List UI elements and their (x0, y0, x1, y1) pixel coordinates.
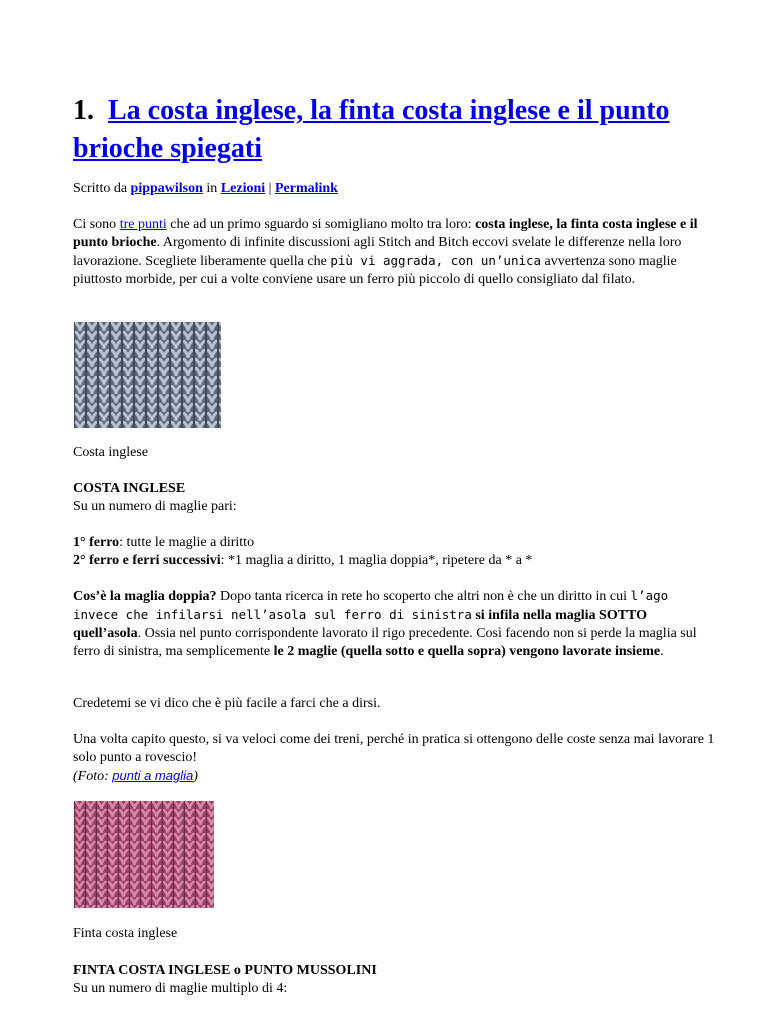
knit-rib-pink-image (74, 801, 214, 908)
article-title (73, 92, 713, 168)
caption-costa-inglese: Costa inglese (73, 445, 149, 460)
author-link[interactable]: pippawilson (130, 181, 203, 196)
punti-a-maglia-link[interactable]: punti a maglia (112, 768, 194, 783)
intro-text-3: . Argomento di infinite discussioni agli Stitch and Bitch eccovi svelate le differenze nella loro lavorazione. Scegliete liberamente quella che (73, 235, 682, 269)
article-number: 1. (73, 95, 94, 126)
photo-credit-open: (Foto: (73, 769, 113, 784)
maglia-doppia-text-2: . Ossia nel punto corrispondente lavorato il rigo precedente. Così facendo non si perde la maglia sul ferro di sinistra, ma semplicemente (73, 626, 697, 659)
category-link[interactable]: Lezioni (220, 181, 266, 196)
intro-mono: più vi aggrada, con un’unica (330, 253, 542, 268)
maglia-doppia-question: Cos’è la maglia doppia? (73, 589, 217, 604)
maglia-doppia-bold-3: le 2 maglie (quella sotto e quella sopra) vengono lavorate insieme (273, 644, 661, 659)
row-1-label: 1° ferro (73, 535, 120, 550)
byline (73, 180, 713, 198)
row-1-text: : tutte le maglie a diritto (119, 535, 255, 550)
knit-rib-blue-image (74, 322, 221, 428)
caption-finta-costa-inglese: Finta costa inglese (73, 926, 178, 941)
row-2-text: : *1 maglia a diritto, 1 maglia doppia*, ripetere da * a * (220, 553, 533, 568)
intro-bold: costa inglese, la finta costa inglese e il punto brioche (73, 217, 698, 250)
byline-prefix: Scritto da (73, 181, 128, 196)
maglia-doppia-text-3: . (660, 644, 664, 659)
photo-credit-close: ) (193, 769, 198, 784)
tre-punti-link[interactable]: tre punti (119, 217, 167, 232)
subtitle-finta-costa-inglese: Su un numero di maglie multiplo di 4: (73, 981, 288, 996)
subtitle-costa-inglese: Su un numero di maglie pari: (73, 499, 237, 514)
row-instruction-1 (73, 534, 713, 552)
intro-text-4: avvertenza sono maglie piuttosto morbide, per cui a volte conviene usare un ferro più piccolo di quello consigliato dal filato. (73, 254, 677, 287)
intro-text-1: Ci sono (73, 217, 120, 232)
heading-finta-costa-inglese: FINTA COSTA INGLESE o PUNTO MUSSOLINI (73, 963, 377, 978)
intro-paragraph (73, 216, 703, 289)
believe-paragraph: Credetemi se vi dico che è più facile a farci che a dirsi. (73, 696, 381, 711)
volta-paragraph: Una volta capito questo, si va veloci come dei treni, perché in pratica si ottengono delle coste senza mai lavorare 1 solo punto a rovescio! (73, 732, 715, 765)
maglia-doppia-mono: l’ago invece che infilarsi nell’asola sul ferro di sinistra (73, 588, 669, 622)
byline-separator: | (268, 181, 272, 196)
photo-credit (73, 767, 713, 786)
finta-costa-inglese-image (74, 801, 214, 908)
article-title-link[interactable]: La costa inglese, la finta costa inglese e il punto brioche spiegati (73, 95, 670, 164)
row-2-label: 2° ferro e ferri successivi (73, 553, 221, 568)
permalink-link[interactable]: Permalink (274, 181, 338, 196)
maglia-doppia-text-1: Dopo tanta ricerca in rete ho scoperto che altri non è che un diritto in cui (216, 589, 631, 604)
maglia-doppia-paragraph (73, 587, 713, 661)
byline-in: in (206, 181, 218, 196)
heading-costa-inglese: COSTA INGLESE (73, 481, 186, 496)
costa-inglese-image (74, 322, 221, 428)
intro-text-2: che ad un primo sguardo si somigliano molto tra loro: (166, 217, 476, 232)
maglia-doppia-bold-2: si infila nella maglia SOTTO quell’asola (73, 608, 648, 641)
row-instruction-2 (73, 552, 713, 570)
